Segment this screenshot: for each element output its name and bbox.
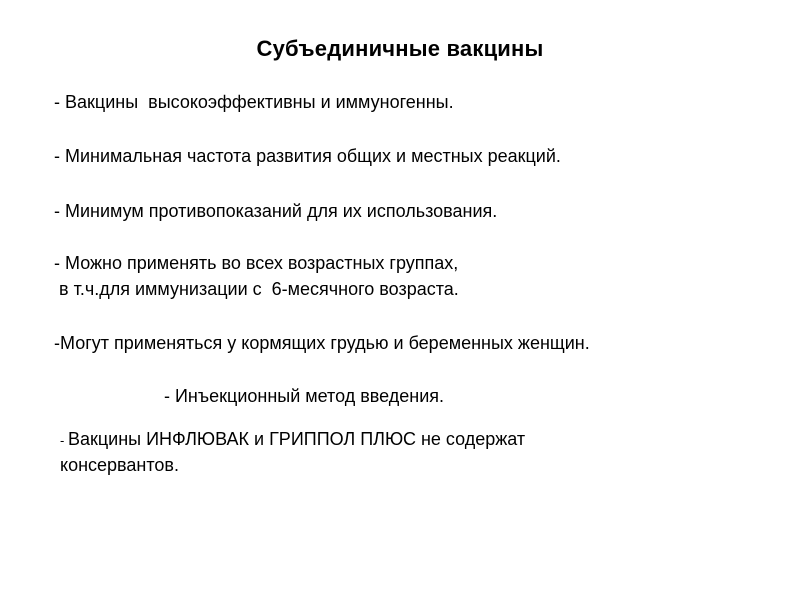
bullet-preservatives-line2: консервантов. bbox=[60, 455, 179, 475]
bullet-reactions: - Минимальная частота развития общих и местных реакций. bbox=[54, 146, 561, 166]
slide-title: Субъединичные вакцины bbox=[256, 36, 544, 61]
bullet-age-groups-line1: - Можно применять во всех возрастных группах, bbox=[54, 253, 459, 273]
bullet-dash: - bbox=[60, 433, 68, 448]
bullet-contraindications: - Минимум противопоказаний для их использования. bbox=[54, 201, 498, 221]
bullet-pregnancy: -Могут применяться у кормящих грудью и беременных женщин. bbox=[54, 333, 590, 353]
bullet-preservatives-line1 bbox=[60, 428, 525, 452]
bullet-preservatives-text: Вакцины ИНФЛЮВАК и ГРИППОЛ ПЛЮС не содержат bbox=[67, 429, 526, 449]
bullet-efficacy: - Вакцины высокоэффективны и иммуногенны. bbox=[54, 92, 454, 112]
bullet-age-groups-line2: в т.ч.для иммунизации с 6-месячного возраста. bbox=[54, 279, 459, 299]
bullet-injection-method: - Инъекционный метод введения. bbox=[164, 386, 445, 406]
